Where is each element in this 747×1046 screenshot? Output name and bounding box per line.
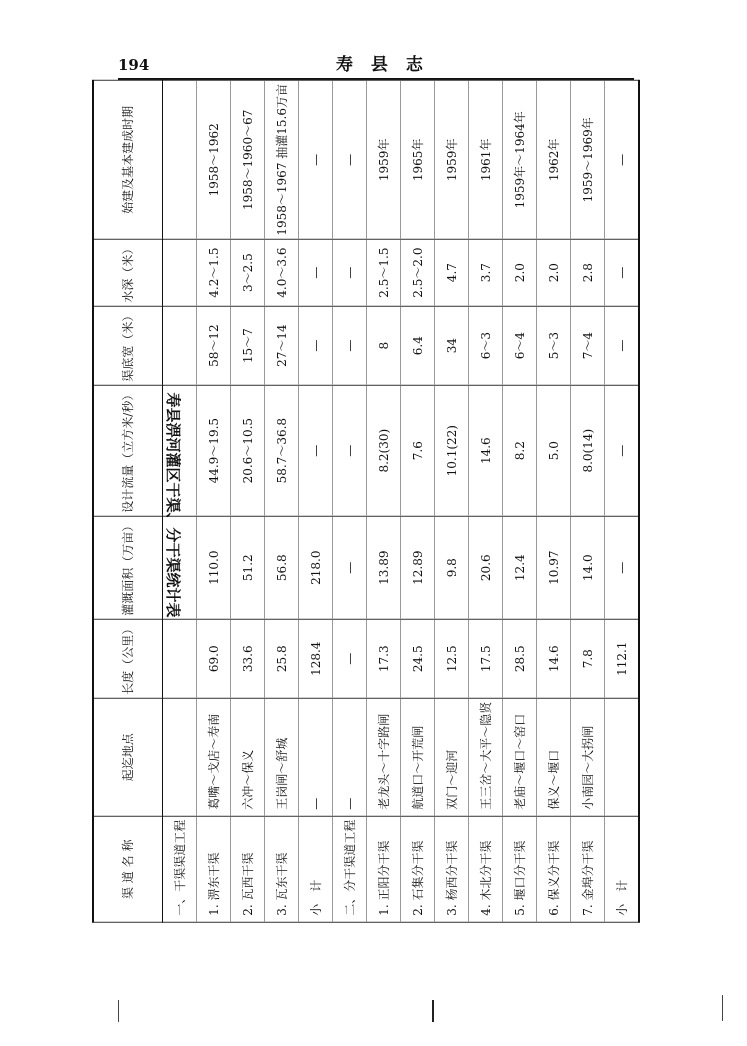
- table-cell: —: [333, 239, 367, 306]
- table-cell: —: [605, 516, 640, 619]
- table-cell: 34: [435, 306, 469, 385]
- table-cell: 保义～堰口: [537, 698, 571, 816]
- table-cell: 10.97: [537, 516, 571, 619]
- table-cell: —: [333, 385, 367, 516]
- table-cell: 航道口～开荒闸: [401, 698, 435, 816]
- table-cell: —: [299, 81, 333, 240]
- table-cell: 王岗闸～舒城: [265, 698, 299, 816]
- table-cell: 128.4: [299, 619, 333, 698]
- table-cell: 17.3: [367, 619, 401, 698]
- table-cell: 3. 瓦东干渠: [265, 816, 299, 922]
- header-bottom-width: 渠底宽（米）: [93, 306, 163, 385]
- table-row: [367, 81, 401, 923]
- table-cell: —: [299, 385, 333, 516]
- table-cell: 六冲～保义: [231, 698, 265, 816]
- table-cell: 3. 杨西分干渠: [435, 816, 469, 922]
- table-cell: 56.8: [265, 516, 299, 619]
- table-row: [197, 81, 231, 923]
- table-cell: 2.5～1.5: [367, 239, 401, 306]
- table-cell: 25.8: [265, 619, 299, 698]
- table-cell: 5.0: [537, 385, 571, 516]
- table-cell: 20.6～10.5: [231, 385, 265, 516]
- table-cell: 3.7: [469, 239, 503, 306]
- table-cell: 1959年～1964年: [503, 81, 537, 240]
- table-cell: 2.0: [537, 239, 571, 306]
- header-construction-period: 始建及基本建成时期: [93, 81, 163, 240]
- table-cell: 2. 石集分干渠: [401, 816, 435, 922]
- table-cell: 218.0: [299, 516, 333, 619]
- table-cell: —: [605, 239, 640, 306]
- table-cell: 1958～1967 抽灌15.6万亩: [265, 81, 299, 240]
- table-cell: 7.8: [571, 619, 605, 698]
- table-cell: 7. 金埠分干渠: [571, 816, 605, 922]
- table-cell: 4.7: [435, 239, 469, 306]
- table-cell: 15～7: [231, 306, 265, 385]
- table-cell: 小南园～大拐闸: [571, 698, 605, 816]
- table-cell: 14.6: [469, 385, 503, 516]
- table-cell: 6. 保义分干渠: [537, 816, 571, 922]
- table-cell: —: [333, 516, 367, 619]
- table-cell: 20.6: [469, 516, 503, 619]
- scan-mark: [432, 1000, 434, 1022]
- table-cell: 2.0: [503, 239, 537, 306]
- table-cell: —: [333, 619, 367, 698]
- book-title: 寿 县 志: [336, 55, 429, 75]
- table-cell: 小 计: [605, 816, 640, 922]
- table-cell: —: [333, 306, 367, 385]
- table-row: [537, 81, 571, 923]
- table-cell: 58.7～36.8: [265, 385, 299, 516]
- table-cell: —: [605, 385, 640, 516]
- table-row: [605, 81, 640, 923]
- table-cell: 12.5: [435, 619, 469, 698]
- table-cell: 44.9～19.5: [197, 385, 231, 516]
- table-cell: 58～12: [197, 306, 231, 385]
- table-cell: 葛嘴～戈店～寿南: [197, 698, 231, 816]
- table-cell: 4.0～3.6: [265, 239, 299, 306]
- table-cell: 12.4: [503, 516, 537, 619]
- table-cell: 14.6: [537, 619, 571, 698]
- table-cell: 6.4: [401, 306, 435, 385]
- table-cell: 小 计: [299, 816, 333, 922]
- table-cell: 1. 淠东干渠: [197, 816, 231, 922]
- table-cell: 5～3: [537, 306, 571, 385]
- table-cell: 1961年: [469, 81, 503, 240]
- table-cell: 33.6: [231, 619, 265, 698]
- table-cell: —: [299, 306, 333, 385]
- table-cell: 110.0: [197, 516, 231, 619]
- table-cell: 24.5: [401, 619, 435, 698]
- table-cell: 2. 瓦西干渠: [231, 816, 265, 922]
- table-cell: 8: [367, 306, 401, 385]
- table-cell: 2.5～2.0: [401, 239, 435, 306]
- table-cell: 4.2～1.5: [197, 239, 231, 306]
- table-cell: 1958～1960～67: [231, 81, 265, 240]
- table-cell: [605, 698, 640, 816]
- table-cell: 27～14: [265, 306, 299, 385]
- table-row: [333, 81, 367, 923]
- scan-mark: [118, 1000, 119, 1022]
- table-cell: 8.2: [503, 385, 537, 516]
- table-cell: 老龙头～十字路闸: [367, 698, 401, 816]
- table-cell: 6～3: [469, 306, 503, 385]
- table-cell: 二、分干渠道工程: [333, 816, 367, 922]
- header-water-depth: 水深（米）: [93, 239, 163, 306]
- table-cell: 14.0: [571, 516, 605, 619]
- table-row: [503, 81, 537, 923]
- header-irrigation-area: 灌溉面积（万亩）: [93, 516, 163, 619]
- table-row: [265, 81, 299, 923]
- table-cell: —: [605, 306, 640, 385]
- table-cell: 3～2.5: [231, 239, 265, 306]
- table-cell: 4. 木北分干渠: [469, 816, 503, 922]
- rotated-table-region: [121, 70, 640, 940]
- table-row: [299, 81, 333, 923]
- table-row: [571, 81, 605, 923]
- table-cell: —: [299, 239, 333, 306]
- table-row: [231, 81, 265, 923]
- table-cell: 8.2(30): [367, 385, 401, 516]
- table-cell: 17.5: [469, 619, 503, 698]
- table-cell: 双门～迎河: [435, 698, 469, 816]
- table-cell: 1. 正阳分干渠: [367, 816, 401, 922]
- table-cell: 2.8: [571, 239, 605, 306]
- table-row: [469, 81, 503, 923]
- table-cell: 10.1(22): [435, 385, 469, 516]
- header-length: 长度（公里）: [93, 619, 163, 698]
- table-cell: —: [333, 81, 367, 240]
- table-header-row: [93, 81, 163, 923]
- table-cell: 8.0(14): [571, 385, 605, 516]
- header-design-flow: 设计流量（立方米/秒）: [93, 385, 163, 516]
- table-cell: 13.89: [367, 516, 401, 619]
- table-cell: 1962年: [537, 81, 571, 240]
- scan-mark: [722, 995, 723, 1021]
- table-cell: 51.2: [231, 516, 265, 619]
- page-number: 194: [118, 56, 150, 74]
- table-cell: 6～4: [503, 306, 537, 385]
- table-cell: —: [299, 698, 333, 816]
- table-cell: 1965年: [401, 81, 435, 240]
- table-cell: 1958～1962: [197, 81, 231, 240]
- table-title: 寿县淠河灌区干渠、分干渠统计表: [164, 392, 182, 618]
- table-cell: 1959年: [367, 81, 401, 240]
- table-cell: 7.6: [401, 385, 435, 516]
- table-cell: 7～4: [571, 306, 605, 385]
- table-row: [401, 81, 435, 923]
- table-cell: 王三岔～大平～隐贤: [469, 698, 503, 816]
- table-row: [435, 81, 469, 923]
- table-cell: 1959年: [435, 81, 469, 240]
- table-cell: 5. 堰口分干渠: [503, 816, 537, 922]
- table-cell: 老庙～堰口～窑口: [503, 698, 537, 816]
- table-cell: 69.0: [197, 619, 231, 698]
- table-cell: 一、干渠渠道工程: [163, 816, 197, 922]
- table-cell: —: [605, 81, 640, 240]
- table-cell: 112.1: [605, 619, 640, 698]
- table-cell: 1959～1969年: [571, 81, 605, 240]
- table-cell: 9.8: [435, 516, 469, 619]
- table-cell: 12.89: [401, 516, 435, 619]
- header-start-end: 起迄地点: [93, 698, 163, 816]
- header-canal-name: 渠 道 名 称: [93, 816, 163, 922]
- table-cell: 28.5: [503, 619, 537, 698]
- table-cell: —: [333, 698, 367, 816]
